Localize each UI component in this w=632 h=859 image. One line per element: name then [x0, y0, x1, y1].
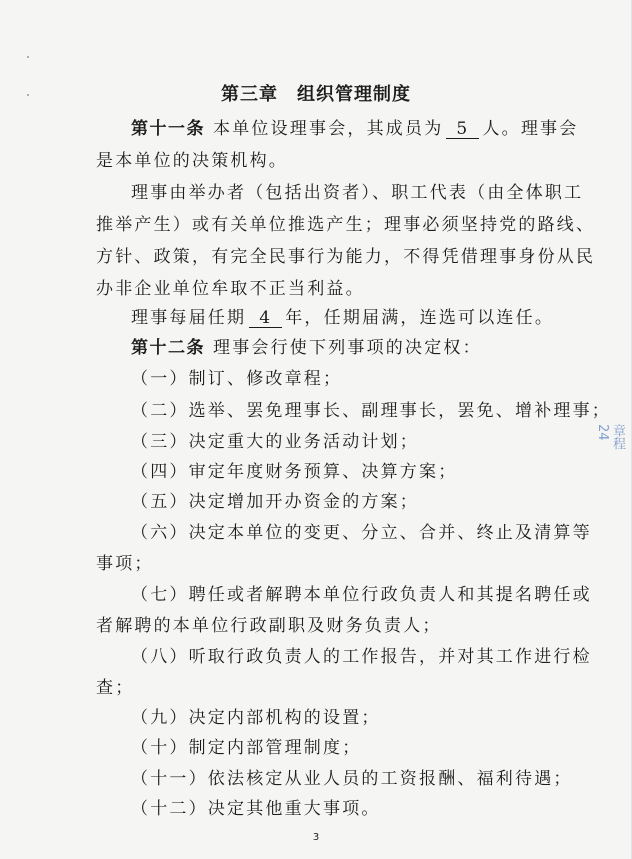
list-item: （六）决定本单位的变更、分立、合并、终止及清算等 [131, 523, 592, 543]
list-item: （一）制订、修改章程； [131, 369, 343, 389]
article-11-text-before: 本单位设理事会，其成员为 [213, 119, 444, 139]
chapter-title: 第三章 组织管理制度 [221, 84, 411, 105]
list-item: （十一）依法核定从业人员的工资报酬、福利待遇； [131, 769, 573, 789]
paragraph-line: 推举产生）或有关单位推选产生；理事必须坚持党的路线、 [96, 215, 596, 235]
term-after: 年，任期届满，连选可以连任。 [285, 308, 555, 328]
list-item-continuation: 查； [96, 678, 135, 698]
list-item: （三）决定重大的业务活动计划； [131, 432, 419, 452]
page-number: 3 [312, 832, 320, 843]
article-11-text-after: 人。理事会 [482, 119, 579, 139]
member-count-blank: 5 [446, 121, 479, 139]
article-11-line-2: 是本单位的决策机构。 [96, 151, 288, 171]
article-12-text: 理事会行使下列事项的决定权： [213, 338, 482, 358]
list-item: （二）选举、罢免理事长、副理事长，罢免、增补理事； [131, 401, 611, 421]
article-11-line-1 [131, 114, 578, 139]
list-item: （十二）决定其他重大事项。 [131, 799, 381, 819]
article-12-label: 第十二条 [131, 338, 205, 358]
side-stamp: 章程 24 [595, 424, 625, 450]
term-line [131, 303, 554, 328]
list-item: （四）审定年度财务预算、决算方案； [131, 462, 458, 482]
article-12-line [131, 333, 482, 358]
article-11-label: 第十一条 [131, 119, 205, 139]
term-years-blank: 4 [249, 310, 282, 328]
paragraph-line: 理事由举办者（包括出资者）、职工代表（由全体职工 [131, 183, 584, 203]
scan-speck [27, 56, 29, 58]
term-before: 理事每届任期 [131, 308, 247, 328]
paragraph-line: 方针、政策，有完全民事行为能力，不得凭借理事身份从民 [96, 247, 596, 267]
list-item: （五）决定增加开办资金的方案； [131, 492, 419, 512]
list-item: （十）制定内部管理制度； [131, 738, 362, 758]
list-item-continuation: 事项； [96, 554, 154, 574]
list-item: （九）决定内部机构的设置； [131, 708, 381, 728]
list-item-continuation: 者解聘的本单位行政副职及财务负责人； [96, 616, 442, 636]
paragraph-line: 办非企业单位牟取不正当利益。 [96, 279, 365, 299]
list-item: （七）聘任或者解聘本单位行政负责人和其提名聘任或 [131, 585, 592, 605]
list-item: （八）听取行政负责人的工作报告，并对其工作进行检 [131, 647, 592, 667]
